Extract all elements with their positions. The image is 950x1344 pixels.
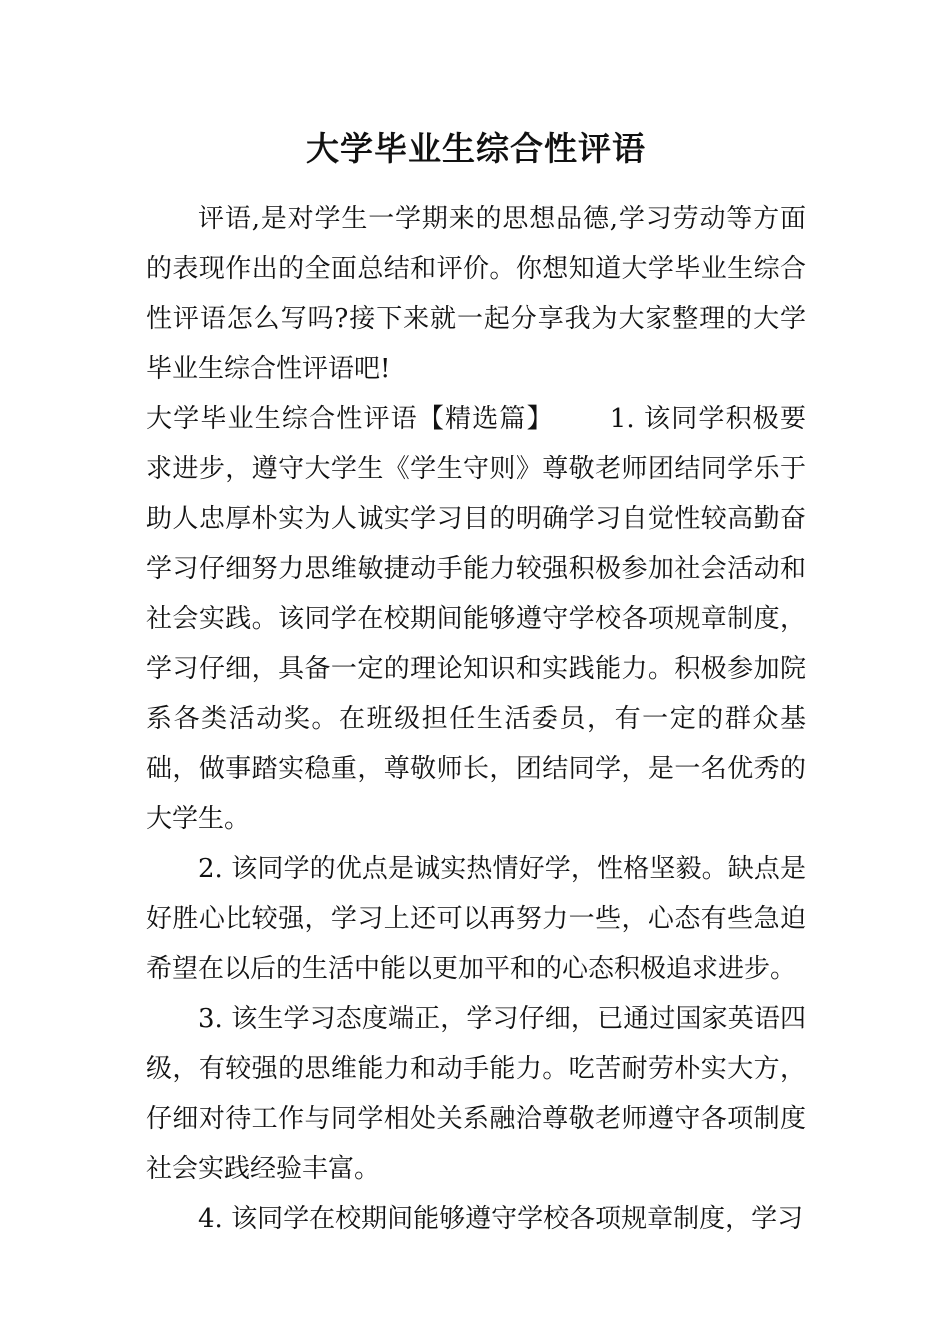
section-heading: 大学毕业生综合性评语【精选篇】 [146, 404, 554, 434]
document-title: 大学毕业生综合性评语 [306, 129, 646, 168]
item-4-paragraph: 4. 该同学在校期间能够遵守学校各项规章制度，学习 [198, 1204, 804, 1234]
item-2-paragraph: 2. 该同学的优点是诚实热情好学，性格坚毅。缺点是好胜心比较强，学习上还可以再努力一些，心态有些急迫希望在以后的生活中能以更加平和的心态积极追求进步。 [146, 854, 806, 984]
item-1-text: 1. 该同学积极要求进步，遵守大学生《学生守则》尊敬老师团结同学乐于助人忠厚朴实为人诚实学习目的明确学习自觉性较高勤奋学习仔细努力思维敏捷动手能力较强积极参加社会活动和社会实践。该同学在校期间能够遵守学校各项规章制度，学习仔细，具备一定的理论知识和实践能力。积极参加院系各类活动奖。在班级担任生活委员，有一定的群众基础，做事踏实稳重，尊敬师长，团结同学，是一名优秀的大学生。 [146, 404, 806, 834]
document-page [146, 118, 806, 1244]
section-paragraph-1 [146, 394, 806, 844]
intro-paragraph: 评语,是对学生一学期来的思想品德,学习劳动等方面的表现作出的全面总结和评价。你想知道大学毕业生综合性评语怎么写吗?接下来就一起分享我为大家整理的大学毕业生综合性评语吧! [146, 204, 806, 384]
item-3-paragraph: 3. 该生学习态度端正，学习仔细，已通过国家英语四级，有较强的思维能力和动手能力。吃苦耐劳朴实大方，仔细对待工作与同学相处关系融洽尊敬老师遵守各项制度社会实践经验丰富。 [146, 1004, 806, 1184]
